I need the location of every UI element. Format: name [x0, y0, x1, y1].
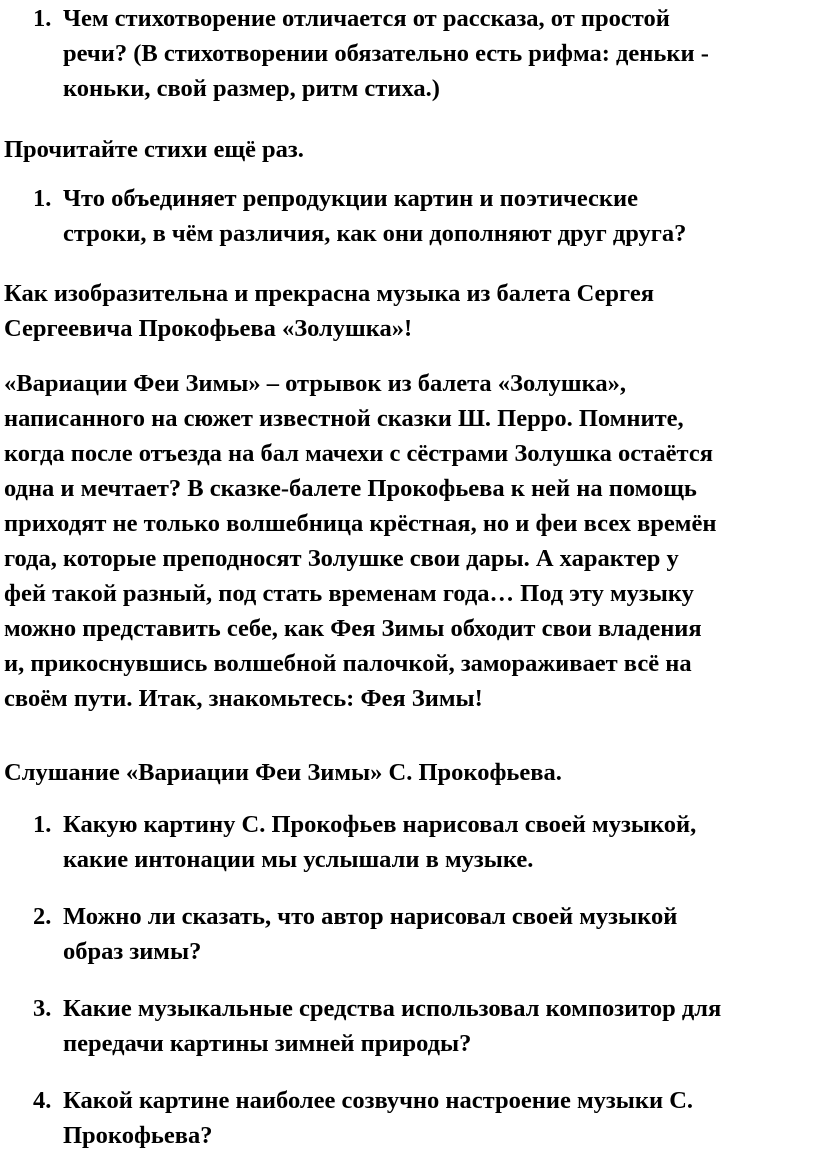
instruction-paragraph: Прочитайте стихи ещё раз. — [4, 136, 304, 163]
question-list-2 — [0, 182, 816, 254]
paragraph-line: написанного на сюжет известной сказки Ш. Перро. Помните, — [4, 405, 684, 432]
list-item-number: 2. — [33, 903, 52, 930]
list-item — [0, 1084, 816, 1156]
paragraph-line: фей такой разный, под стать временам года… Под эту музыку — [4, 580, 694, 607]
paragraph-line: и, прикоснувшись волшебной палочкой, замораживает всё на — [4, 650, 692, 677]
list-item-line: Какой картине наиболее созвучно настроение музыки С. — [63, 1087, 694, 1114]
list-item — [0, 900, 816, 972]
paragraph-line: Как изобразительна и прекрасна музыка из балета Сергея — [4, 280, 654, 307]
question-list-1 — [0, 2, 816, 110]
paragraph-line: «Вариации Феи Зимы» – отрывок из балета «Золушка», — [4, 370, 626, 397]
paragraph-line: Сергеевича Прокофьева «Золушка»! — [4, 315, 413, 342]
list-item-line: Какие музыкальные средства использовал композитор для — [63, 995, 722, 1022]
list-item-line: Можно ли сказать, что автор нарисовал своей музыкой — [63, 903, 678, 930]
list-item-line: строки, в чём различия, как они дополняют друг друга? — [63, 220, 687, 247]
list-item-line: Прокофьева? — [63, 1122, 213, 1149]
paragraph-line: можно представить себе, как Фея Зимы обходит свои владения — [4, 615, 702, 642]
list-item-number: 3. — [33, 995, 52, 1022]
list-item-line: речи? (В стихотворении обязательно есть рифма: деньки - — [63, 40, 709, 67]
listening-heading: Слушание «Вариации Феи Зимы» С. Прокофьева. — [4, 759, 562, 786]
list-item — [0, 992, 816, 1064]
paragraph-line: приходят не только волшебница крёстная, но и феи всех времён — [4, 510, 717, 537]
paragraph-line: одна и мечтает? В сказке-балете Прокофьева к ней на помощь — [4, 475, 697, 502]
list-item-line: образ зимы? — [63, 938, 202, 965]
question-list-3 — [0, 808, 816, 1168]
list-item-line: какие интонации мы услышали в музыке. — [63, 846, 534, 873]
list-item-number: 4. — [33, 1087, 52, 1114]
list-item — [0, 808, 816, 880]
list-item — [0, 2, 816, 110]
list-item-line: Что объединяет репродукции картин и поэтические — [63, 185, 639, 212]
description-paragraph — [0, 367, 816, 717]
paragraph-line: когда после отъезда на бал мачехи с сёстрами Золушка остаётся — [4, 440, 714, 467]
list-item-number: 1. — [33, 185, 52, 212]
list-item-line: передачи картины зимней природы? — [63, 1030, 472, 1057]
list-item-number: 1. — [33, 811, 52, 838]
intro-paragraph — [0, 277, 816, 349]
list-item-line: коньки, свой размер, ритм стиха.) — [63, 75, 440, 102]
list-item-number: 1. — [33, 5, 52, 32]
list-item-line: Какую картину С. Прокофьев нарисовал своей музыкой, — [63, 811, 697, 838]
paragraph-line: своём пути. Итак, знакомьтесь: Фея Зимы! — [4, 685, 483, 712]
list-item — [0, 182, 816, 254]
paragraph-line: года, которые преподносят Золушке свои дары. А характер у — [4, 545, 679, 572]
list-item-line: Чем стихотворение отличается от рассказа, от простой — [63, 5, 670, 32]
